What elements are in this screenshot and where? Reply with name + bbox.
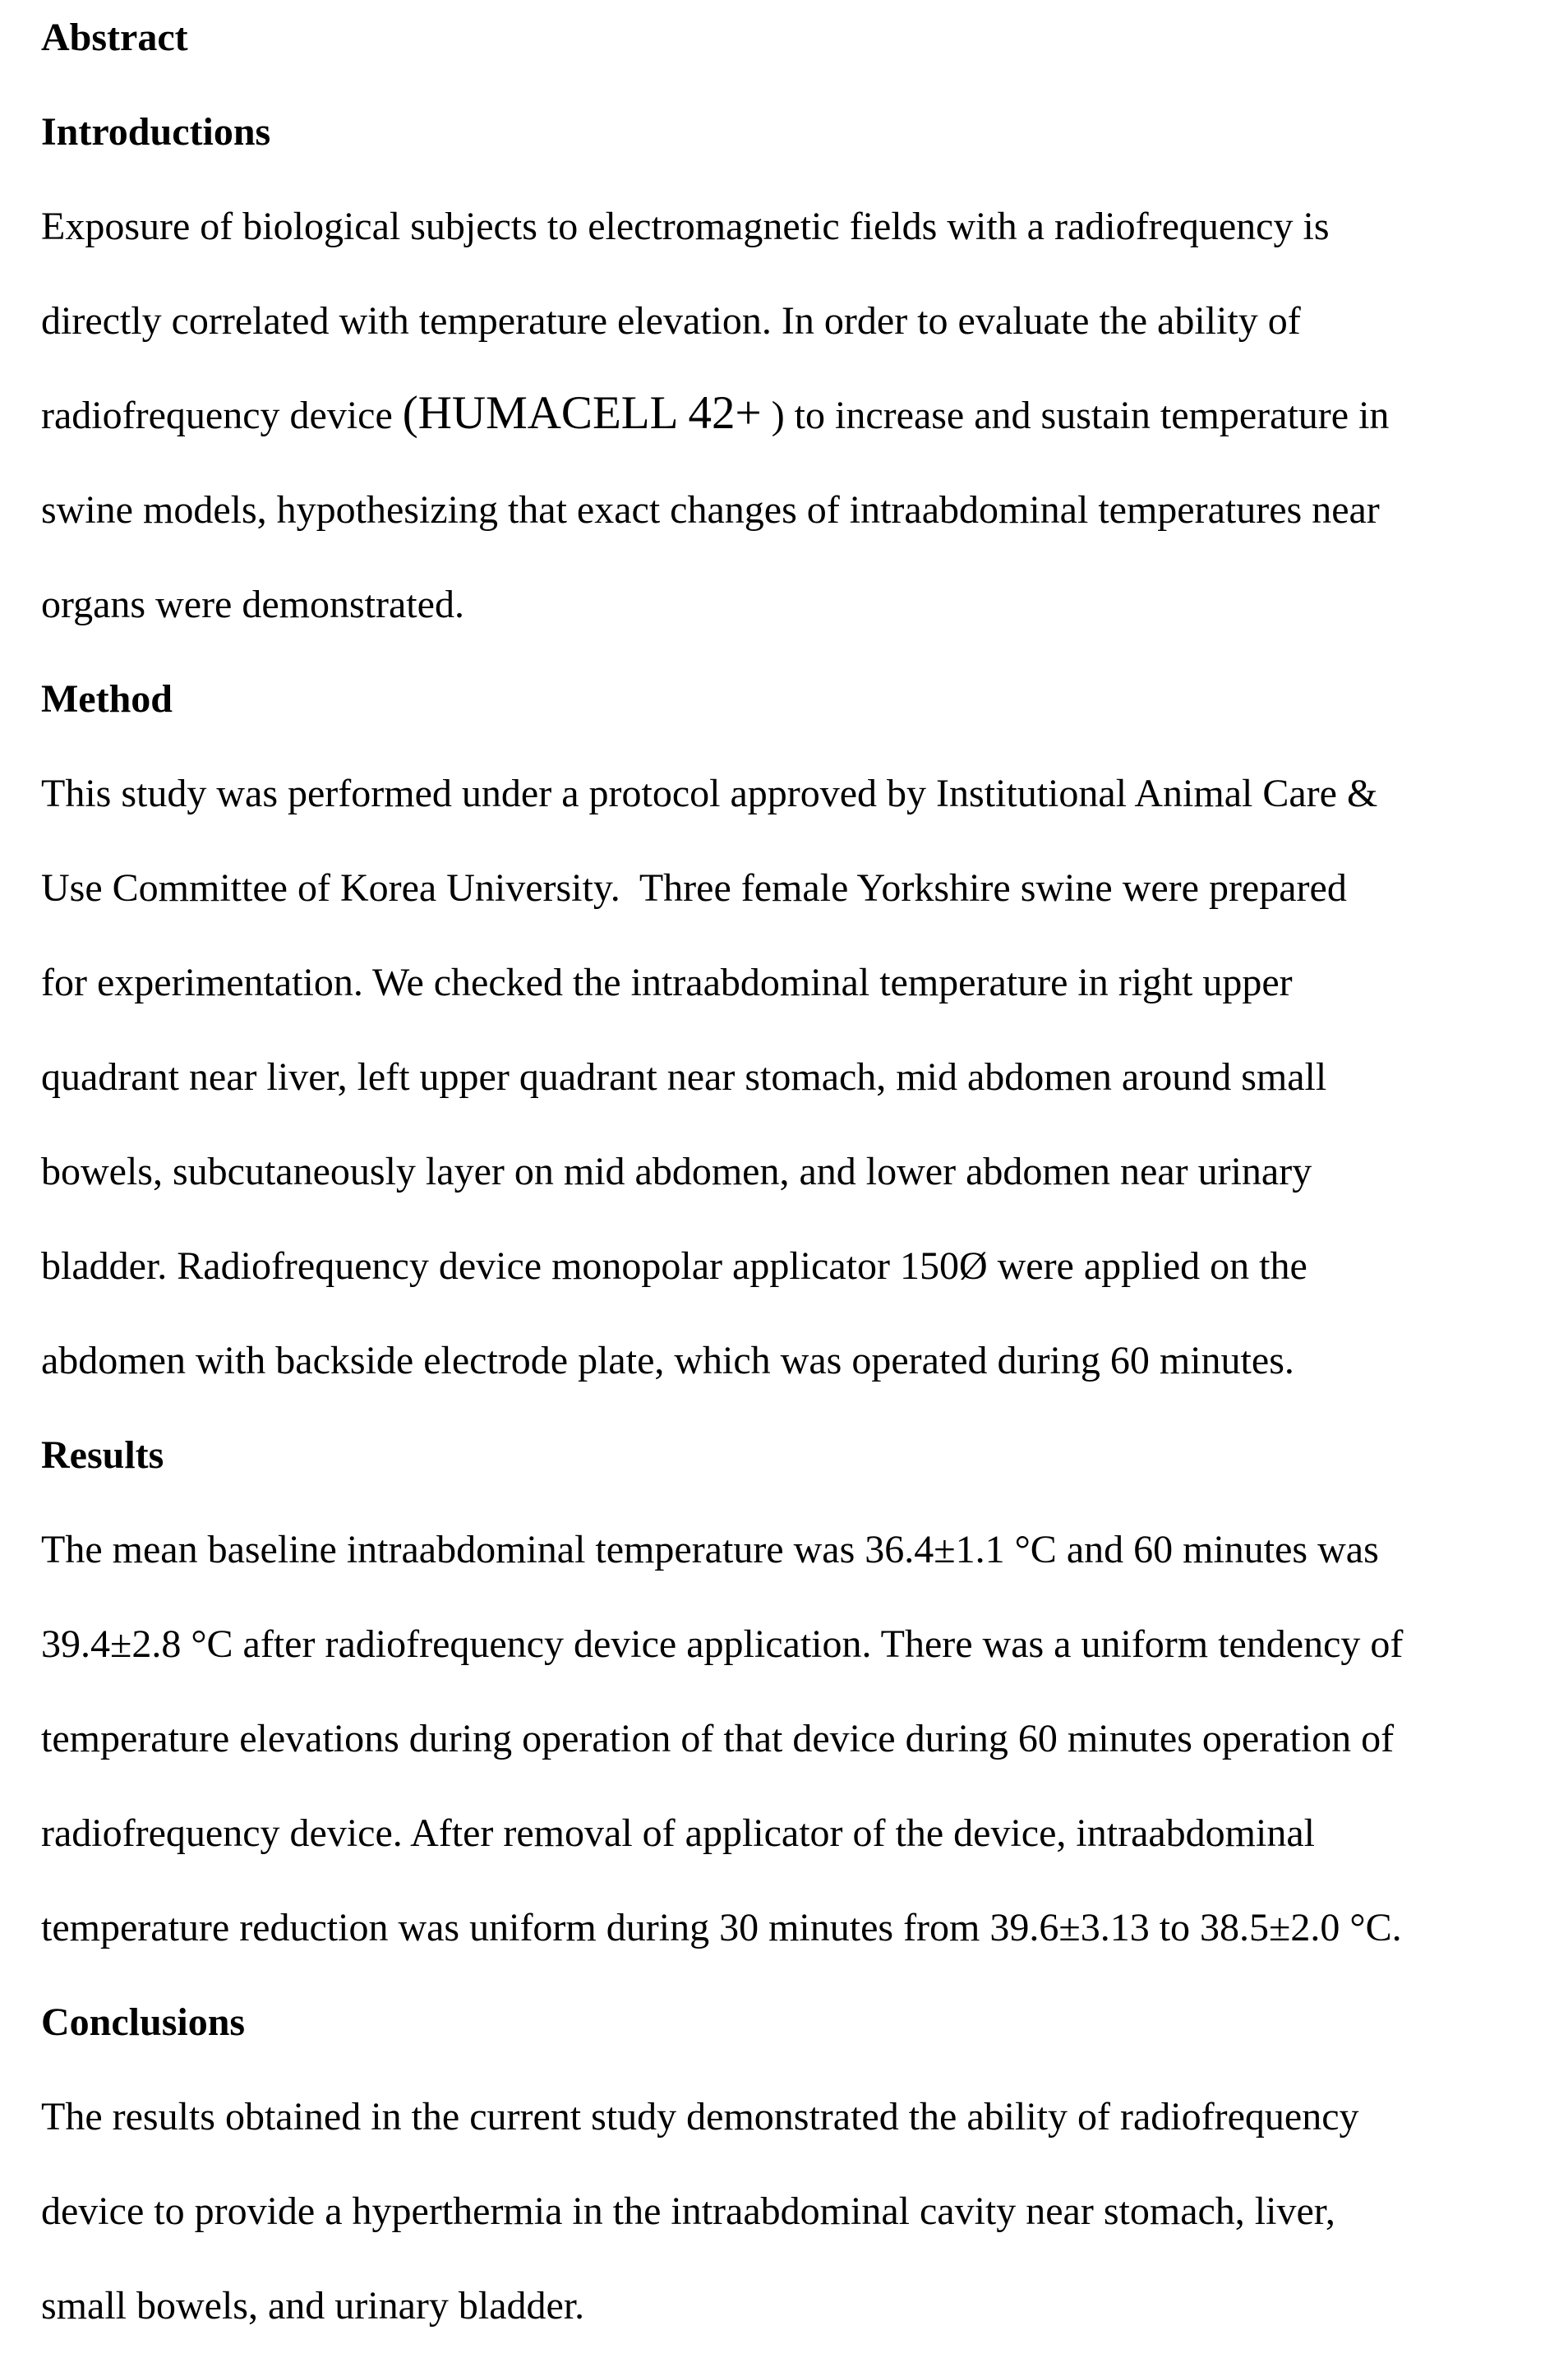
body-line: for experimentation. We checked the intraabdominal temperature in right upper: [41, 961, 1293, 1004]
body-line: The results obtained in the current study demonstrated the ability of radiofrequency: [41, 2095, 1359, 2138]
body-text-segment: ) to increase and sustain temperature in: [761, 394, 1390, 437]
body-line: Exposure of biological subjects to electromagnetic fields with a radiofrequency is: [41, 205, 1330, 248]
body-line: The mean baseline intraabdominal temperature was 36.4±1.1 °C and 60 minutes was: [41, 1528, 1379, 1571]
body-line: abdomen with backside electrode plate, which was operated during 60 minutes.: [41, 1339, 1294, 1382]
section-heading-abstract: Abstract: [41, 16, 188, 59]
device-brand-name: (HUMACELL 42+: [402, 387, 762, 439]
body-line: radiofrequency device. After removal of applicator of the device, intraabdominal: [41, 1811, 1315, 1855]
body-line: directly correlated with temperature elevation. In order to evaluate the ability of: [41, 299, 1301, 343]
section-heading-method: Method: [41, 677, 173, 721]
body-line: device to provide a hyperthermia in the intraabdominal cavity near stomach, liver,: [41, 2189, 1335, 2233]
body-line: small bowels, and urinary bladder.: [41, 2284, 585, 2328]
body-line: bladder. Radiofrequency device monopolar applicator 150Ø were applied on the: [41, 1244, 1307, 1288]
body-line: [41, 368, 1543, 463]
body-line: 39.4±2.8 °C after radiofrequency device application. There was a uniform tendency of: [41, 1622, 1404, 1666]
body-line: This study was performed under a protocol approved by Institutional Animal Care &: [41, 772, 1378, 815]
section-heading-results: Results: [41, 1433, 164, 1477]
body-text-segment: radiofrequency device: [41, 394, 403, 437]
body-line: temperature elevations during operation of that device during 60 minutes operation of: [41, 1717, 1395, 1760]
body-line: Use Committee of Korea University. Three female Yorkshire swine were prepared: [41, 866, 1347, 910]
body-line: organs were demonstrated.: [41, 583, 464, 626]
body-line: swine models, hypothesizing that exact changes of intraabdominal temperatures near: [41, 488, 1380, 532]
body-line: temperature reduction was uniform during 30 minutes from 39.6±3.13 to 38.5±2.0 °C.: [41, 1906, 1402, 1949]
section-heading-introductions: Introductions: [41, 110, 271, 154]
body-line: quadrant near liver, left upper quadrant near stomach, mid abdomen around small: [41, 1055, 1327, 1099]
section-heading-conclusions: Conclusions: [41, 2000, 246, 2044]
body-line: bowels, subcutaneously layer on mid abdomen, and lower abdomen near urinary: [41, 1150, 1312, 1193]
